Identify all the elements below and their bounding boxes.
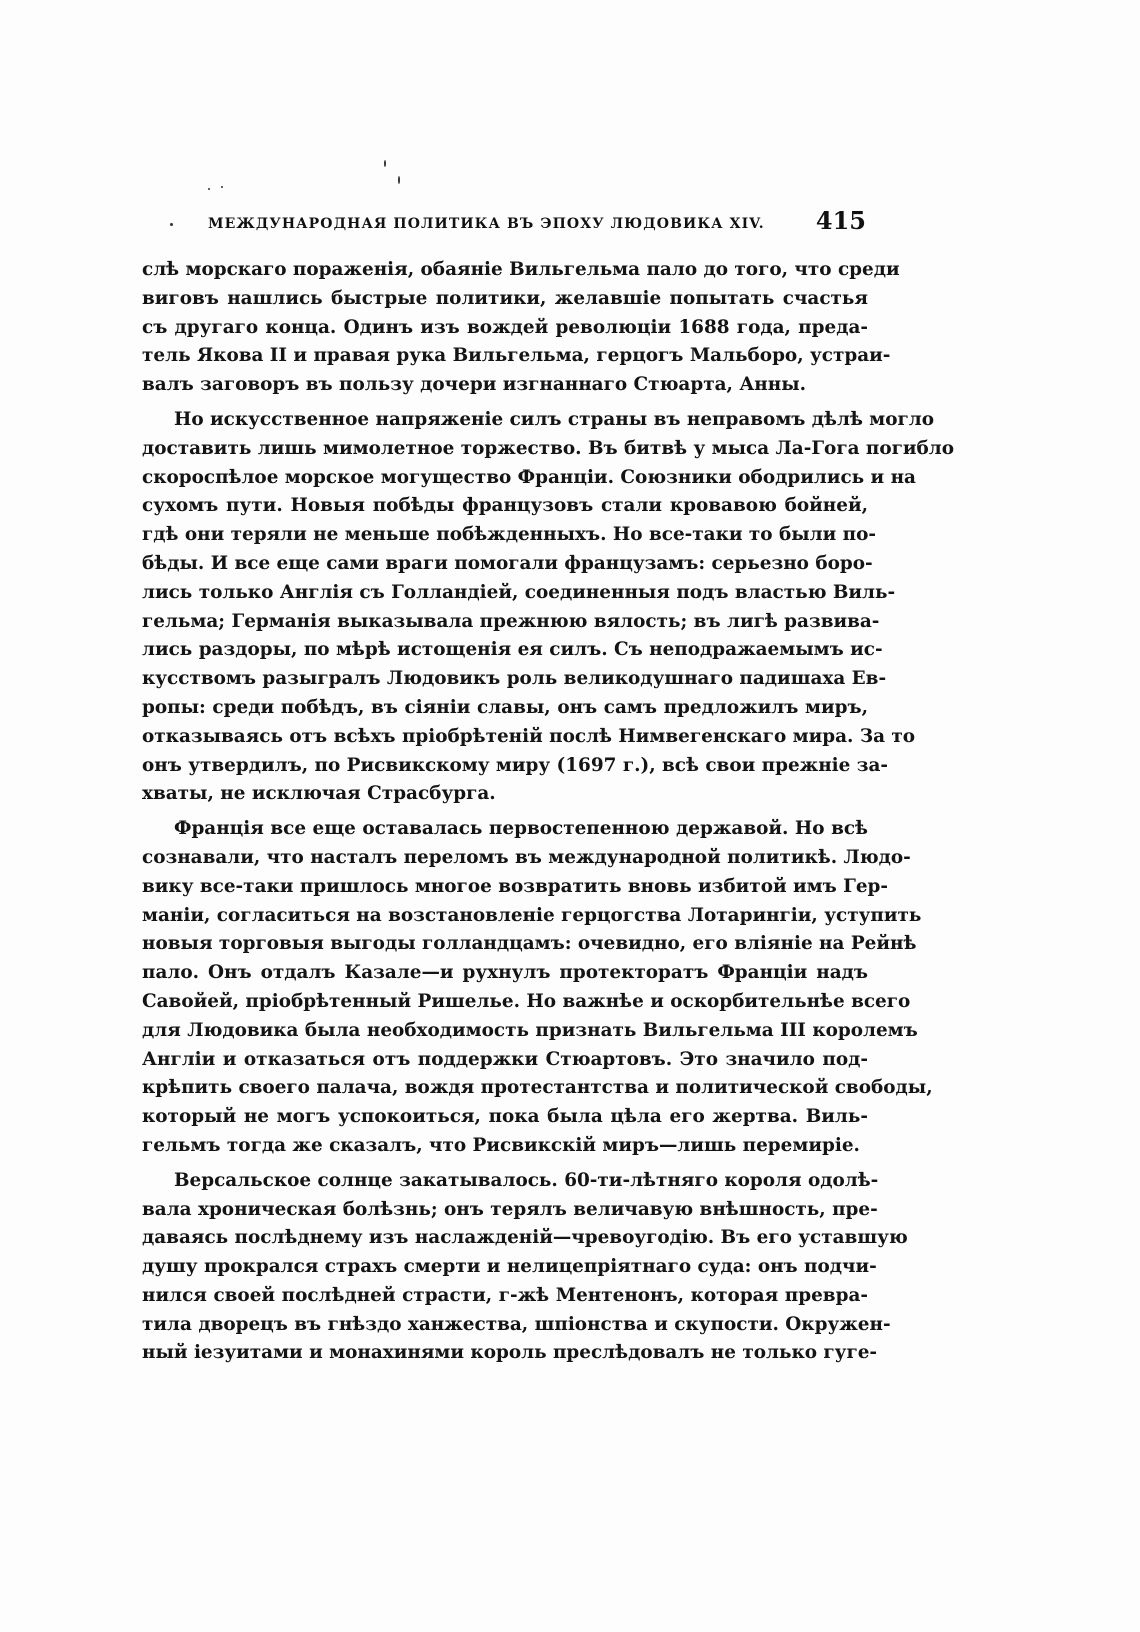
text-line: Англіи и отказаться отъ поддержки Стюартовъ. Это значило под- <box>142 1048 868 1070</box>
text-line: маніи, согласиться на возстановленіе герцогства Лотарингіи, уступить <box>142 904 922 926</box>
body-text <box>142 256 955 1374</box>
text-line: новыя торговыя выгоды голландцамъ: очевидно, его вліяніе на Рейнѣ <box>142 933 917 955</box>
text-line: даваясь послѣднему изъ наслажденій—чревоугодію. Въ его уставшую <box>142 1227 908 1249</box>
text-line: пало. Онъ отдалъ Казале—и рухнулъ протекторатъ Франціи надъ <box>142 962 868 984</box>
text-line: валъ заговоръ въ пользу дочери изгнаннаго Стюарта, Анны. <box>142 374 807 396</box>
scan-speck <box>208 188 210 190</box>
text-line: кусствомъ разыгралъ Людовикъ роль великодушнаго падишаха Ев- <box>142 668 887 690</box>
text-line: виговъ нашлись быстрые политики, желавшіе попытать счастья <box>142 287 868 309</box>
text-line: сухомъ пути. Новыя побѣды французовъ стали кровавою бойней, <box>142 495 868 517</box>
text-line: лись только Англія съ Голландіей, соединенныя подъ властью Виль- <box>142 581 896 603</box>
text-line: Версальское солнце закатывалось. 60-ти-лѣтняго короля одолѣ- <box>174 1169 879 1191</box>
text-line: гельма; Германія выказывала прежнюю вялость; въ лигѣ развива- <box>142 610 880 632</box>
text-line: крѣпить своего палача, вождя протестантства и политической свободы, <box>142 1077 933 1099</box>
text-line: тель Якова II и правая рука Вильгельма, герцогъ Мальборо, устраи- <box>142 345 891 367</box>
text-line: гельмъ тогда же сказалъ, что Рисвикскій миръ—лишь перемиріе. <box>142 1134 860 1156</box>
text-line: съ другаго конца. Одинъ изъ вождей революціи 1688 года, преда- <box>142 316 868 338</box>
text-line: гдѣ они теряли не меньше побѣжденныхъ. Но все-таки то были по- <box>142 524 877 546</box>
text-line: онъ утвердилъ, по Рисвикскому миру (1697 г.), всѣ свои прежніе за- <box>142 754 889 776</box>
paragraph <box>142 815 933 1161</box>
page-number: 415 <box>815 206 866 235</box>
text-line: слѣ морскаго пораженія, обаяніе Вильгельма пало до того, что среди <box>142 259 900 280</box>
text-line: ропы: среди побѣдъ, въ сіяніи славы, онъ самъ предложилъ миръ, <box>142 696 868 718</box>
text-line: скороспѣлое морское могущество Франціи. Союзники ободрились и на <box>142 466 916 488</box>
paragraph <box>142 256 900 400</box>
text-line: вала хроническая болѣзнь; онъ терялъ величавую внѣшность, пре- <box>142 1198 878 1220</box>
text-line: сознавали, что насталъ переломъ въ международной политикѣ. Людо- <box>142 846 911 868</box>
running-header <box>162 206 866 242</box>
scan-speck <box>221 186 223 188</box>
text-line: который не могъ успокоиться, пока была цѣла его жертва. Виль- <box>142 1106 868 1128</box>
text-line: лись раздоры, по мѣрѣ истощенія ея силъ. Съ неподражаемымъ ис- <box>142 639 883 661</box>
text-line: доставить лишь мимолетное торжество. Въ битвѣ у мыса Ла-Гога погибло <box>142 437 955 459</box>
paragraph <box>142 406 955 809</box>
text-line: для Людовика была необходимость признать Вильгельма III королемъ <box>142 1019 918 1041</box>
text-line: ный іезуитами и монахинями король преслѣдовалъ не только гуге- <box>142 1342 878 1364</box>
text-line: нился своей послѣдней страсти, г-жѣ Ментенонъ, которая превра- <box>142 1284 868 1306</box>
running-title: МЕЖДУНАРОДНАЯ ПОЛИТИКА ВЪ ЭПОХУ ЛЮДОВИКА XIV. <box>208 216 765 232</box>
text-line: тила дворецъ въ гнѣздо ханжества, шпіонства и скупости. Окружен- <box>142 1313 891 1335</box>
text-line: вику все-таки пришлось многое возвратить вновь избитой имъ Гер- <box>142 875 889 897</box>
text-line: бѣды. И все еще сами враги помогали французамъ: серьезно боро- <box>142 552 873 574</box>
text-line: Франція все еще оставалась первостепенною державой. Но всѣ <box>174 818 868 840</box>
text-line: душу прокрался страхъ смерти и нелицепріятнаго суда: онъ подчи- <box>142 1256 877 1278</box>
text-line: Савойей, пріобрѣтенный Ришелье. Но важнѣе и оскорбительнѣе всего <box>142 990 911 1012</box>
paragraph <box>142 1167 908 1369</box>
scan-speck <box>398 176 400 184</box>
text-line: отказываясь отъ всѣхъ пріобрѣтеній послѣ Нимвегенскаго мира. За то <box>142 725 916 747</box>
text-line: хваты, не исключая Страсбурга. <box>142 783 496 805</box>
header-bullet <box>170 223 173 226</box>
scan-speck <box>384 160 386 167</box>
text-line: Но искусственное напряженіе силъ страны въ неправомъ дѣлѣ могло <box>174 408 935 430</box>
